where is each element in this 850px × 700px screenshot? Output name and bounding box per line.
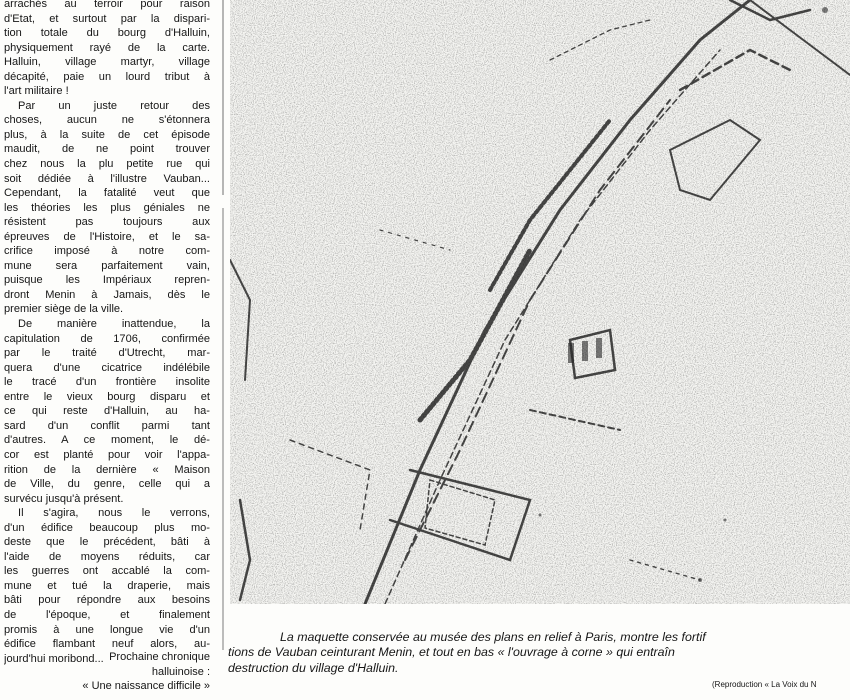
article-column — [4, 0, 210, 666]
photo-caption — [228, 630, 850, 676]
caption-line-3: destruction du village d'Halluin. — [228, 660, 399, 675]
article-line: l'art militaire ! — [4, 85, 69, 98]
article-line: plus, à la suite de cet épisode — [4, 128, 210, 141]
article-line: De manière inattendue, la — [18, 318, 210, 331]
article-line: choses, aucun ne s'étonnera — [4, 114, 210, 127]
article-line: soit dédiée à l'illustre Vauban... — [4, 172, 210, 185]
article-line: deste que le précédent, bâti à — [4, 536, 210, 549]
article-line: survécu jusqu'à présent. — [4, 492, 124, 505]
next-chronicle-line-1: Prochaine chronique — [109, 651, 210, 663]
article-line: dront Menin à Jamais, dès le — [4, 288, 210, 301]
article-line: crifice imposé à notre com- — [4, 245, 210, 258]
article-line: mune sera parfaitement vain, — [4, 259, 210, 272]
article-line: ce qui reste d'Halluin, au ha- — [4, 405, 210, 418]
next-chronicle — [40, 650, 210, 694]
article-line: d'autres. A ce moment, le dé- — [4, 434, 210, 447]
article-line: maudit, de ne point trouver — [4, 143, 210, 156]
article-line: édifice flambant neuf alors, au- — [4, 638, 210, 651]
article-line: Par un juste retour des — [18, 99, 210, 112]
photo-credit: (Reproduction « La Voix du N — [712, 680, 817, 689]
article-line: capitulation de 1706, confirmée — [4, 332, 210, 345]
article-line: physiquement rayé de la carte. — [4, 41, 210, 54]
article-line: les théories les plus géniales ne — [4, 201, 210, 214]
caption-line-2: tions de Vauban ceinturant Menin, et tout en bas « l'ouvrage à corne » qui entraîn — [228, 645, 675, 660]
article-line: bâti pour répondre aux besoins — [4, 594, 210, 607]
article-line: d'Etat, et surtout par la dispari- — [4, 12, 210, 25]
article-line: mune et tué la draperie, mais — [4, 579, 210, 592]
relief-model-photo — [230, 0, 850, 604]
article-line: par le traité d'Utrecht, mar- — [4, 347, 210, 360]
article-line: Il s'agira, nous le verrons, — [18, 507, 210, 520]
article-line: le tracé d'un frontière insolite — [4, 376, 210, 389]
article-line: chez nous la plu petite rue qui — [4, 158, 210, 171]
column-rule — [222, 0, 224, 650]
article-line: Halluin, village martyr, village — [4, 56, 210, 69]
article-line: quera d'une cicatrice indélébile — [4, 361, 210, 374]
caption-line-1: La maquette conservée au musée des plans en relief à Paris, montre les fortif — [280, 630, 706, 644]
article-line: arrachés au terroir pour raison — [4, 0, 210, 10]
article-line: résistent pas toujours aux — [4, 216, 210, 229]
article-line: cor est planté pour voir l'appa- — [4, 448, 210, 461]
article-line: puisque les Impériaux repren- — [4, 274, 210, 287]
article-line: Cependant, la fatalité veut que — [4, 187, 210, 200]
article-line: d'un édifice beaucoup plus mo- — [4, 521, 210, 534]
article-line: épreuves de l'Histoire, et le sa- — [4, 230, 210, 243]
article-line: de Ville, du genre, celle qui a — [4, 478, 210, 491]
article-line: décapité, paie un lourd tribut à — [4, 70, 210, 83]
article-line: entre le vieux bourg disparu et — [4, 390, 210, 403]
article-line: premier siège de la ville. — [4, 303, 124, 316]
article-line: sard d'un conflit parmi tant — [4, 419, 210, 432]
article-line: de l'époque, et finalement — [4, 608, 210, 621]
article-line: jourd'hui moribond... — [4, 652, 104, 665]
photo-illustration — [230, 0, 850, 604]
article-line: rition de la dernière « Maison — [4, 463, 210, 476]
article-line: promis à une longue vie d'un — [4, 623, 210, 636]
next-chronicle-line-2: halluinoise : — [151, 665, 210, 678]
article-line: l'aide de moyens réduits, car — [4, 550, 210, 563]
next-chronicle-line-3: « Une naissance difficile » — [82, 680, 210, 692]
article-line: tion totale du bourg d'Halluin, — [4, 27, 210, 40]
article-line: les guerres ont accablé la com- — [4, 565, 210, 578]
